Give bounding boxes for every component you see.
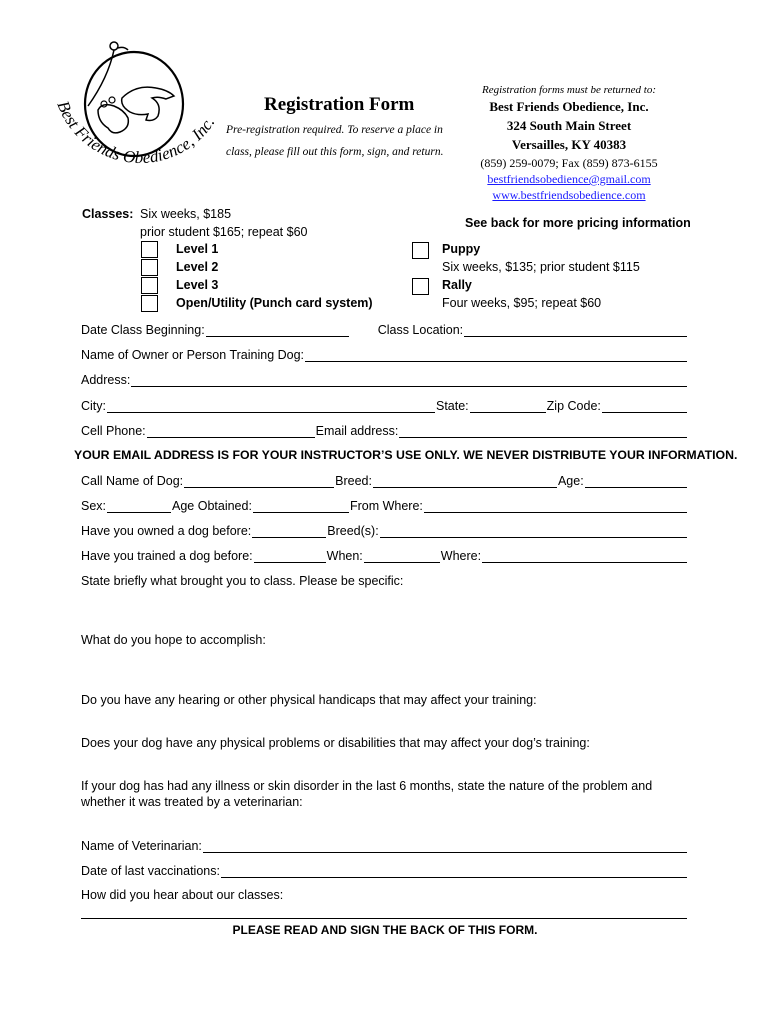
return-company-name: Best Friends Obedience, Inc. <box>489 99 649 114</box>
open-utility-label: Open/Utility (Punch card system) <box>176 296 373 310</box>
return-website-link[interactable]: www.bestfriendsobedience.com <box>492 188 646 202</box>
return-address-block <box>468 84 670 203</box>
question-brought-to-class: State briefly what brought you to class. Please be specific: <box>81 574 404 588</box>
date-class-beginning-field[interactable] <box>206 322 349 337</box>
city-state-zip-row <box>81 398 687 413</box>
last-vaccinations-field[interactable] <box>221 863 687 878</box>
trained-before-label: Have you trained a dog before: <box>81 549 253 563</box>
rally-label: Rally <box>442 278 472 292</box>
cell-phone-field[interactable] <box>147 423 315 438</box>
classes-label: Classes: <box>82 207 134 221</box>
email-privacy-notice: YOUR EMAIL ADDRESS IS FOR YOUR INSTRUCTOR’S USE ONLY. WE NEVER DISTRIBUTE YOUR INFORMATION. <box>74 448 738 462</box>
age-field[interactable] <box>585 473 687 488</box>
return-street: 324 South Main Street <box>506 118 632 133</box>
phone-email-row <box>81 423 687 438</box>
sex-label: Sex: <box>81 499 107 513</box>
dog-name-row <box>81 473 687 488</box>
owner-name-field[interactable] <box>305 347 687 362</box>
date-class-beginning-label: Date Class Beginning: <box>81 323 205 337</box>
return-city: Versailles, KY 40383 <box>511 137 627 152</box>
rally-checkbox[interactable] <box>412 278 429 295</box>
city-label: City: <box>81 399 106 413</box>
email-address-field[interactable] <box>399 423 687 438</box>
form-title: Registration Form <box>264 94 415 115</box>
trained-before-row <box>81 548 687 563</box>
cell-phone-label: Cell Phone: <box>81 424 146 438</box>
state-label: State: <box>436 399 469 413</box>
rally-price: Four weeks, $95; repeat $60 <box>442 296 602 310</box>
call-name-label: Call Name of Dog: <box>81 474 184 488</box>
from-where-label: From Where: <box>349 499 423 513</box>
class-location-field[interactable] <box>464 322 687 337</box>
logo-hand <box>122 87 174 120</box>
question-illness-line2: whether it was treated by a veterinarian: <box>81 795 303 809</box>
footer-divider <box>81 918 687 919</box>
where-label: Where: <box>440 549 482 563</box>
zip-field[interactable] <box>602 398 687 413</box>
classes-price-line2: prior student $165; repeat $60 <box>140 225 308 239</box>
see-back-note: See back for more pricing information <box>465 216 691 230</box>
owner-name-label: Name of Owner or Person Training Dog: <box>81 348 305 362</box>
question-illness-line1: If your dog has had any illness or skin disorder in the last 6 months, state the nature of the problem and <box>81 779 653 793</box>
vaccinations-row <box>81 863 687 878</box>
return-email-link[interactable]: bestfriendsobedience@gmail.com <box>487 172 651 186</box>
email-address-label: Email address: <box>315 424 399 438</box>
puppy-label: Puppy <box>442 242 481 256</box>
footer-sign-notice: PLEASE READ AND SIGN THE BACK OF THIS FORM. <box>232 923 538 937</box>
breeds-field[interactable] <box>380 523 687 538</box>
zip-label: Zip Code: <box>546 399 601 413</box>
breed-field[interactable] <box>373 473 557 488</box>
address-label: Address: <box>81 373 131 387</box>
pre-registration-note-line2: class, please fill out this form, sign, and return. <box>226 146 444 158</box>
logo-hook <box>110 42 118 50</box>
logo-paw-toe <box>109 97 115 103</box>
puppy-checkbox[interactable] <box>412 242 429 259</box>
last-vaccinations-label: Date of last vaccinations: <box>81 864 220 878</box>
return-phone: (859) 259-0079; Fax (859) 873-6155 <box>480 156 658 170</box>
where-field[interactable] <box>482 548 687 563</box>
state-field[interactable] <box>470 398 546 413</box>
sex-field[interactable] <box>107 498 171 513</box>
logo-hook-chain <box>118 47 128 50</box>
logo-arc-text: Best Friends Obedience, Inc. <box>53 98 219 168</box>
class-location-label: Class Location: <box>377 323 464 337</box>
open-utility-checkbox[interactable] <box>141 295 158 312</box>
from-where-field[interactable] <box>424 498 687 513</box>
trained-before-field[interactable] <box>254 548 326 563</box>
call-name-field[interactable] <box>184 473 334 488</box>
owner-row <box>81 347 687 362</box>
date-location-row <box>81 322 687 337</box>
when-field[interactable] <box>364 548 440 563</box>
level-2-checkbox[interactable] <box>141 259 158 276</box>
vet-row <box>81 838 687 853</box>
question-dog-problems: Does your dog have any physical problems or disabilities that may affect your dog’s training: <box>81 736 590 750</box>
address-row <box>81 372 687 387</box>
when-label: When: <box>326 549 363 563</box>
vet-name-label: Name of Veterinarian: <box>81 839 202 853</box>
city-field[interactable] <box>107 398 435 413</box>
level-1-checkbox[interactable] <box>141 241 158 258</box>
level-3-label: Level 3 <box>176 278 219 292</box>
age-label: Age: <box>557 474 584 488</box>
sex-age-row <box>81 498 687 513</box>
question-hear-about: How did you hear about our classes: <box>81 888 284 902</box>
pre-registration-note-line1: Pre-registration required. To reserve a place in <box>226 124 443 136</box>
vet-name-field[interactable] <box>203 838 687 853</box>
age-obtained-field[interactable] <box>253 498 349 513</box>
question-accomplish: What do you hope to accomplish: <box>81 633 266 647</box>
owned-before-row <box>81 523 687 538</box>
address-field[interactable] <box>131 372 687 387</box>
owned-before-label: Have you owned a dog before: <box>81 524 252 538</box>
puppy-price: Six weeks, $135; prior student $115 <box>442 260 640 274</box>
level-3-checkbox[interactable] <box>141 277 158 294</box>
level-1-label: Level 1 <box>176 242 219 256</box>
level-2-label: Level 2 <box>176 260 219 274</box>
return-intro: Registration forms must be returned to: <box>481 84 657 96</box>
company-logo <box>48 38 228 198</box>
owned-before-field[interactable] <box>252 523 326 538</box>
classes-price-line1: Six weeks, $185 <box>140 207 232 221</box>
breed-label: Breed: <box>335 474 372 488</box>
question-handicaps: Do you have any hearing or other physical handicaps that may affect your training: <box>81 693 537 707</box>
age-obtained-label: Age Obtained: <box>172 499 252 513</box>
logo-paw <box>98 105 128 133</box>
breeds-label: Breed(s): <box>327 524 379 538</box>
